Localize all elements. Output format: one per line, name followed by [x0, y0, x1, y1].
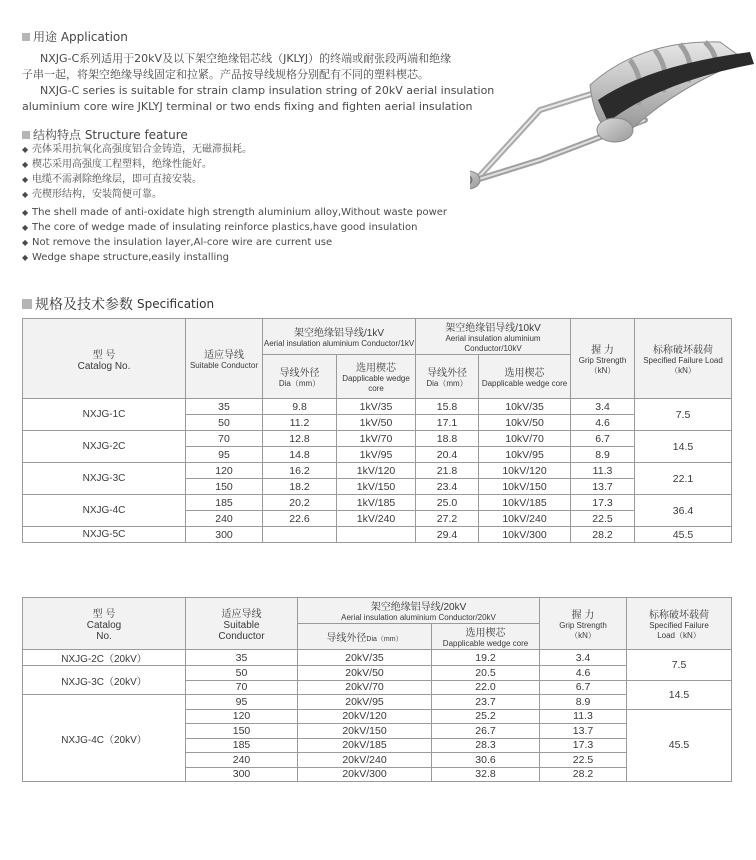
header-grip: 握 力 Grip Strength（kN）: [571, 319, 635, 399]
diamond-bullet-icon: ◆: [22, 160, 29, 169]
header-dia-10kv: 导线外径 Dia（mm）: [416, 355, 479, 399]
diamond-bullet-icon: ◆: [22, 223, 29, 232]
diamond-bullet-icon: ◆: [22, 208, 29, 217]
table-row: 150 20kV/150 26.7 13.7: [23, 724, 732, 739]
application-cn-line1: NXJG-C系列适用于20kV及以下架空绝缘铝芯线（JKLYJ）的终端或耐张段两端和绝缘: [40, 52, 452, 65]
list-item: ◆ 壳楔形结构，安装简便可靠。: [22, 189, 162, 200]
table-row: NXJG-3C（20kV） 50 20kV/50 20.5 4.6: [23, 666, 732, 681]
application-cn-line2: 子串一起，将架空绝缘导线固定和拉紧。产品按导线规格分别配有不同的塑料楔芯。: [22, 68, 429, 81]
table-row: 70 20kV/70 22.0 6.7 14.5: [23, 680, 732, 695]
diamond-bullet-icon: ◆: [22, 175, 29, 184]
structure-heading: 结构特点 Structure feature: [22, 126, 188, 143]
header-20kv: 架空绝缘铝导线/20kV Aerial insulation aluminium Conductor/20kV: [298, 598, 540, 624]
spec-table-1kv-10kv: [22, 318, 732, 543]
table-row: NXJG-4C 185 20.2 1kV/185 25.0 10kV/185 17.3 36.4: [23, 495, 732, 511]
list-item: ◆ The shell made of anti-oxidate high strength aluminium alloy,Without waste power: [22, 207, 448, 218]
structure-cn-list: [22, 142, 252, 202]
table-row: NXJG-2C（20kV） 35 20kV/35 19.2 3.4 7.5: [23, 650, 732, 666]
header-dia: 导线外径Dia（mm）: [298, 624, 432, 650]
diamond-bullet-icon: ◆: [22, 145, 29, 154]
list-item: ◆ Wedge shape structure,easily installing: [22, 252, 229, 263]
header-1kv: 架空绝缘铝导线/1kV Aerial insulation aluminium Conductor/1kV: [263, 319, 416, 355]
table-row: 300 20kV/300 32.8 28.2: [23, 767, 732, 782]
square-bullet-icon: [22, 131, 30, 139]
square-bullet-icon: [22, 299, 32, 309]
table-row: 120 20kV/120 25.2 11.3 45.5: [23, 709, 732, 724]
table-header-row: [23, 598, 732, 624]
table-row: 95 14.8 1kV/95 20.4 10kV/95 8.9: [23, 447, 732, 463]
header-10kv: 架空绝缘铝导线/10kV Aerial insulation aluminium Conductor/10kV: [416, 319, 571, 355]
application-en-line2: aluminium core wire JKLYJ terminal or two ends fixing and fighten aerial insulation: [22, 100, 473, 113]
header-grip: 握 力 Grip Strength （kN）: [540, 598, 627, 650]
spec-table-20kv: [22, 597, 732, 782]
list-item: ◆ 楔芯采用高强度工程塑料，绝缘性能好。: [22, 159, 212, 170]
header-dia-1kv: 导线外径 Dia（mm）: [263, 355, 337, 399]
square-bullet-icon: [22, 33, 30, 41]
diamond-bullet-icon: ◆: [22, 238, 29, 247]
header-load: 标称破坏载荷 Specified Failure Load（kN）: [635, 319, 732, 399]
header-catalog: 型 号 Catalog No.: [23, 598, 186, 650]
table-row: NXJG-1C 35 9.8 1kV/35 15.8 10kV/35 3.4 7.5: [23, 399, 732, 415]
table-row: 50 11.2 1kV/50 17.1 10kV/50 4.6: [23, 415, 732, 431]
diamond-bullet-icon: ◆: [22, 190, 29, 199]
header-wedge: 选用楔芯 Dapplicable wedge core: [432, 624, 540, 650]
application-heading: 用途 Application: [22, 28, 128, 45]
strain-clamp-product-image: [470, 30, 756, 200]
table-row: NXJG-3C 120 16.2 1kV/120 21.8 10kV/120 11.3 22.1: [23, 463, 732, 479]
structure-en-list: [22, 205, 447, 265]
header-wedge-10kv: 选用楔芯 Dapplicable wedge core: [479, 355, 571, 399]
table-row: NXJG-4C（20kV） 95 20kV/95 23.7 8.9: [23, 695, 732, 710]
table-row: 240 22.6 1kV/240 27.2 10kV/240 22.5: [23, 511, 732, 527]
application-en-line1: NXJG-C series is suitable for strain clamp insulation string of 20kV aerial insulation: [40, 84, 495, 97]
header-load: 标称破坏载荷 Specified Failure Load（kN）: [627, 598, 732, 650]
list-item: ◆ The core of wedge made of insulating reinforce plastics,have good insulation: [22, 222, 418, 233]
table-row: 185 20kV/185 28.3 17.3: [23, 738, 732, 753]
spec-heading: 规格及技术参数 Specification: [22, 294, 214, 314]
header-conductor: 适应导线 Suitable Conductor: [186, 319, 263, 399]
header-conductor: 适应导线 Suitable Conductor: [186, 598, 298, 650]
table-row: 150 18.2 1kV/150 23.4 10kV/150 13.7: [23, 479, 732, 495]
table-header-row: [23, 319, 732, 355]
table-row: 240 20kV/240 30.6 22.5: [23, 753, 732, 768]
table-row: NXJG-5C 300 29.4 10kV/300 28.2 45.5: [23, 527, 732, 543]
header-catalog: 型 号 Catalog No.: [23, 319, 186, 399]
header-wedge-1kv: 选用楔芯 Dapplicable wedge core: [337, 355, 416, 399]
diamond-bullet-icon: ◆: [22, 253, 29, 262]
list-item: ◆ Not remove the insulation layer,Al-core wire are current use: [22, 237, 333, 248]
list-item: ◆ 电缆不需剥除绝缘层，即可直接安装。: [22, 174, 202, 185]
list-item: ◆ 壳体采用抗氧化高强度铝合金铸造，无磁滞损耗。: [22, 144, 252, 155]
table-row: NXJG-2C 70 12.8 1kV/70 18.8 10kV/70 6.7 14.5: [23, 431, 732, 447]
